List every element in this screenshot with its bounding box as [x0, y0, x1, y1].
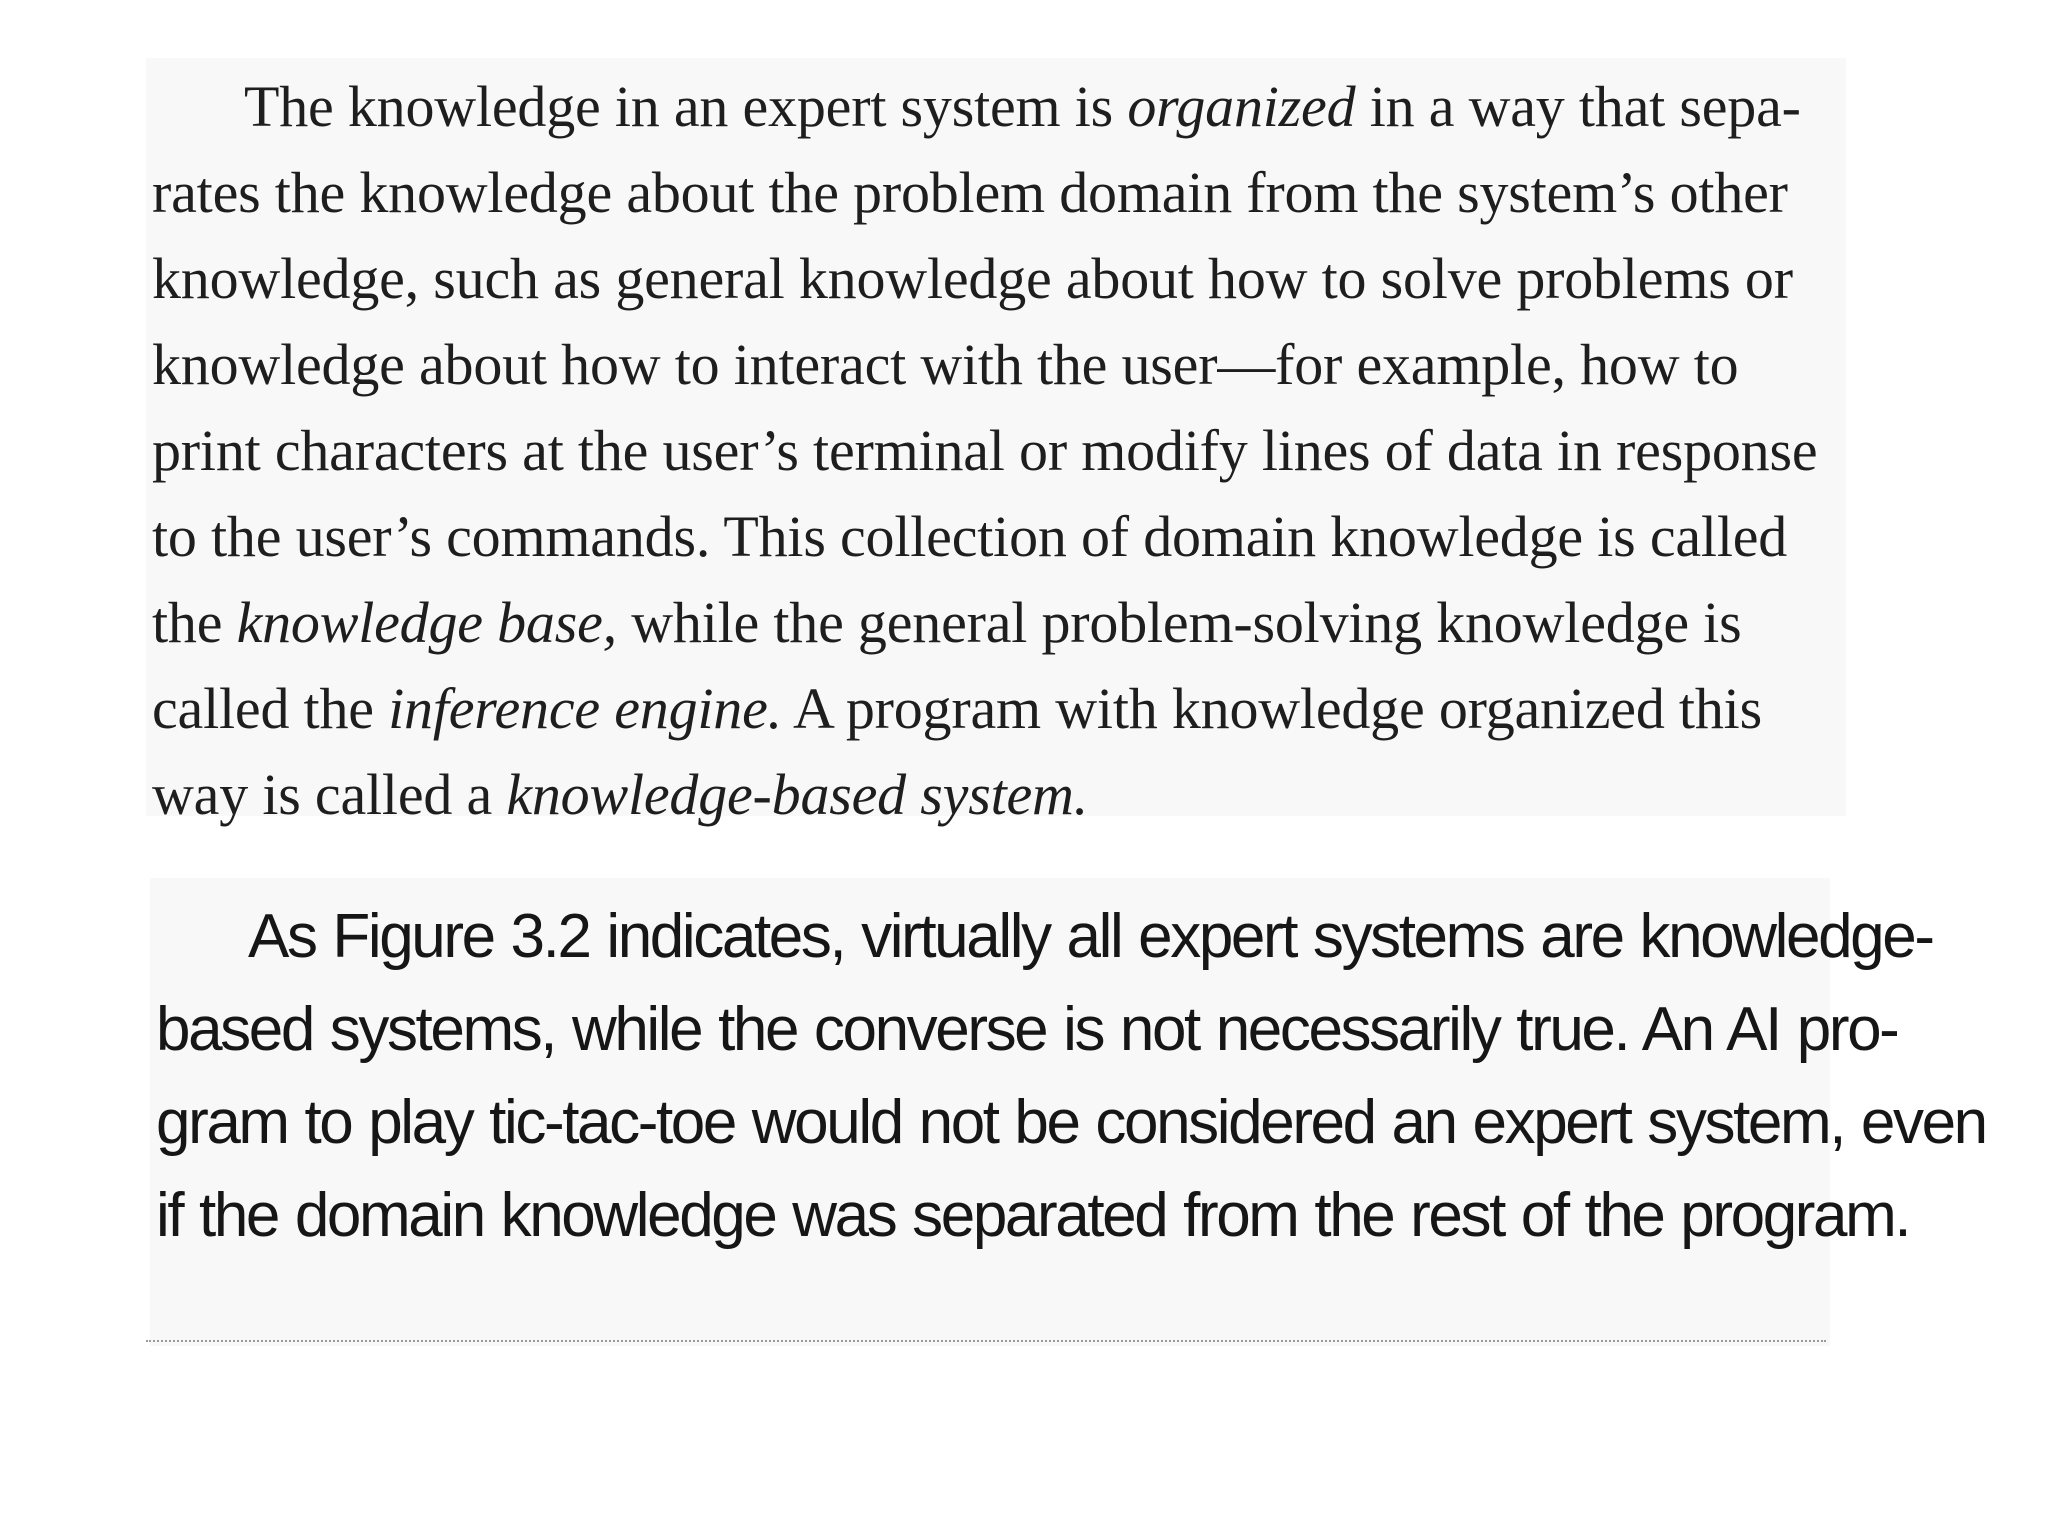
italic-term-knowledge-based-system: knowledge-based system.	[506, 762, 1089, 827]
text-line: to the user’s commands. This collection of domain knowledge is called	[152, 504, 1788, 569]
text-run: the	[152, 590, 237, 655]
text-line: print characters at the user’s terminal or modify lines of data in response	[152, 418, 1818, 483]
text-line: gram to play tic-tac-toe would not be considered an expert system, even	[156, 1088, 1986, 1157]
cropped-line-remnant	[146, 1340, 1826, 1348]
italic-term-inference-engine: inference engine.	[388, 676, 782, 741]
text-line	[152, 64, 1842, 150]
text-line: if the domain knowledge was separated from the rest of the program.	[156, 1181, 1910, 1250]
text-run: way is called a	[152, 762, 507, 827]
italic-term-knowledge-base: knowledge base,	[236, 590, 617, 655]
italic-term-organized: organized	[1127, 74, 1356, 139]
text-line: knowledge, such as general knowledge about how to solve problems or	[152, 246, 1793, 311]
text-line: As Figure 3.2 indicates, virtually all expert systems are knowledge-	[248, 902, 1933, 971]
text-line: based systems, while the converse is not necessarily true. An AI pro-	[156, 995, 1898, 1064]
paragraph-knowledge-organization	[152, 64, 1842, 838]
text-line	[152, 666, 1842, 752]
text-line: knowledge about how to interact with the user—for example, how to	[152, 332, 1739, 397]
paragraph-figure-reference	[156, 890, 1986, 1262]
text-line	[152, 752, 1842, 838]
text-run: while the general problem-solving knowledge is	[616, 590, 1742, 655]
text-run: The knowledge in an expert system is	[244, 74, 1128, 139]
text-run: in a way that sepa-	[1355, 74, 1801, 139]
text-run: A program with knowledge organized this	[781, 676, 1762, 741]
text-line: rates the knowledge about the problem domain from the system’s other	[152, 160, 1788, 225]
text-line	[152, 580, 1842, 666]
text-run: called the	[152, 676, 389, 741]
